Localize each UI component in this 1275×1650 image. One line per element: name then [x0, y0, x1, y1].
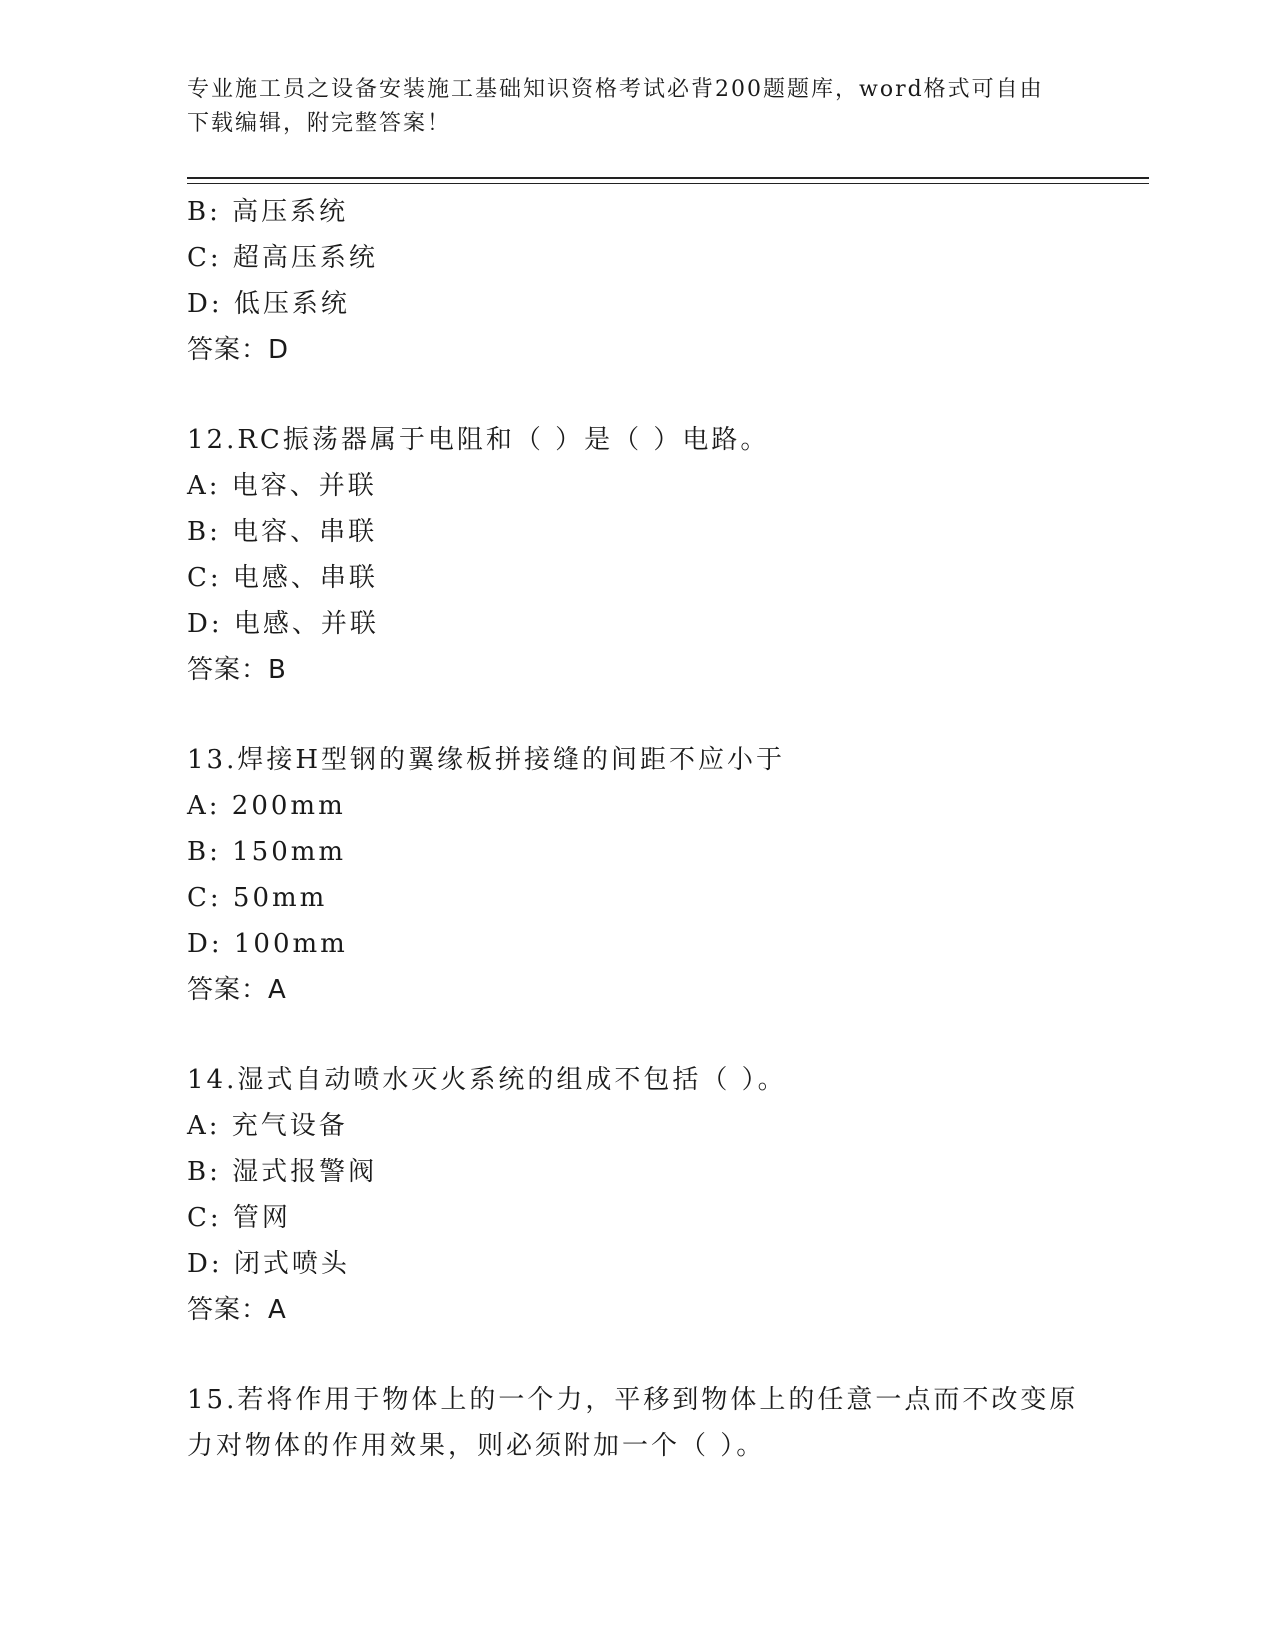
- header-divider-thick: [187, 177, 1149, 179]
- option-a: A: 电容、并联: [187, 471, 377, 501]
- question-14: [187, 1057, 1087, 1333]
- option-b: B: 150mm: [187, 837, 347, 867]
- option-b: B: 高压系统: [187, 197, 349, 227]
- header-title-line-2: 下载编辑，附完整答案！: [187, 111, 452, 136]
- option-d: D: 电感、并联: [187, 609, 379, 639]
- option-b: B: 电容、串联: [187, 517, 378, 547]
- answer-line: 答案：D: [187, 335, 290, 365]
- option-d: D: 闭式喷头: [187, 1249, 350, 1279]
- option-a: A: 充气设备: [187, 1111, 348, 1141]
- option-c: C: 电感、串联: [187, 563, 378, 593]
- question-13: [187, 737, 1087, 1013]
- header-divider-thin: [187, 183, 1149, 184]
- question-text: 13.焊接H型钢的翼缘板拼接缝的间距不应小于: [187, 745, 786, 775]
- question-text: 12.RC振荡器属于电阻和（ ）是（ ）电路。: [187, 425, 770, 455]
- option-c: C: 50mm: [187, 883, 328, 913]
- answer-line: 答案：A: [187, 975, 287, 1005]
- option-c: C: 超高压系统: [187, 243, 378, 273]
- option-d: D: 低压系统: [187, 289, 350, 319]
- question-12: [187, 417, 1087, 693]
- header-title-line-1: 专业施工员之设备安装施工基础知识资格考试必背200题题库，word格式可自由: [187, 77, 1044, 102]
- document-header: [187, 73, 1067, 141]
- answer-line: 答案：A: [187, 1295, 287, 1325]
- answer-line: 答案：B: [187, 655, 287, 685]
- question-15: [187, 1377, 1087, 1469]
- option-d: D: 100mm: [187, 929, 348, 959]
- question-11-continued: [187, 189, 1087, 373]
- question-text: 14.湿式自动喷水灭火系统的组成不包括（ ）。: [187, 1065, 787, 1095]
- option-b: B: 湿式报警阀: [187, 1157, 378, 1187]
- question-text-line-1: 15.若将作用于物体上的一个力，平移到物体上的任意一点而不改变原: [187, 1385, 1079, 1415]
- option-c: C: 管网: [187, 1203, 291, 1233]
- question-text-line-2: 力对物体的作用效果，则必须附加一个（ ）。: [187, 1431, 766, 1461]
- option-a: A: 200mm: [187, 791, 346, 821]
- question-list: [187, 189, 1087, 1469]
